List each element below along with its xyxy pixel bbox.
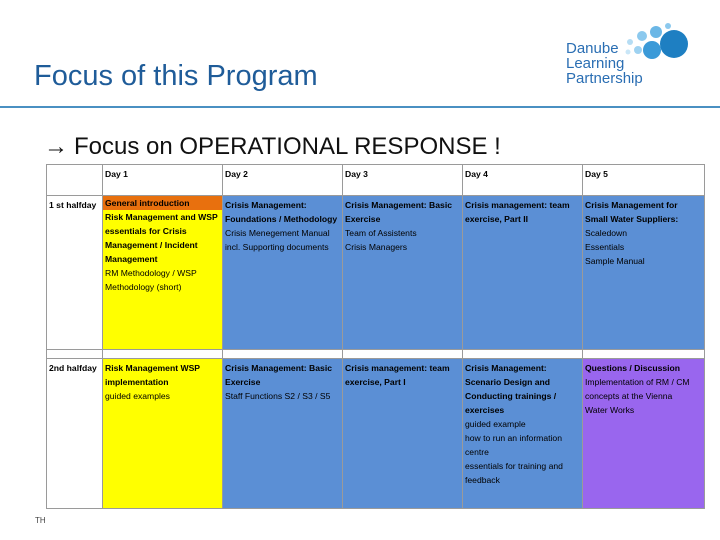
cell-bold-line: Small Water Suppliers: — [585, 214, 679, 224]
cell-text-line: Essentials — [585, 242, 625, 252]
cell-r1-day5 — [583, 196, 705, 350]
cell-bold-line: Crisis Management: — [225, 200, 307, 210]
cell-bold-line: Risk Management and WSP — [105, 212, 218, 222]
logo-wordmark — [566, 41, 643, 86]
cell-r1-day4 — [463, 196, 583, 350]
arrow-right-icon: → — [44, 133, 68, 160]
cell-text-line: Scaledown — [585, 228, 628, 238]
cell-bold-line: Crisis Management: Basic — [225, 363, 332, 373]
row-first-halfday — [47, 196, 705, 350]
cell-bold-line: Conducting trainings / — [465, 391, 557, 401]
cell-r1-day3 — [343, 196, 463, 350]
cell-text-line: centre — [465, 447, 489, 457]
cell-text-line: essentials for training and — [465, 461, 563, 471]
cell-text-line: Crisis Managers — [345, 242, 408, 252]
cell-r2-day5 — [583, 359, 705, 509]
cell-text-line: Crisis Menegement Manual — [225, 228, 330, 238]
cell-bold-line: implementation — [105, 377, 169, 387]
header-cell — [47, 165, 103, 196]
cell-text-line: RM Methodology / WSP — [105, 268, 197, 278]
cell-text-line: Methodology (short) — [105, 282, 182, 292]
cell-bold-line: Crisis Management: Basic — [345, 200, 452, 210]
cell-text-line: how to run an information — [465, 433, 562, 443]
slide-title: Focus of this Program — [34, 60, 318, 92]
cell-text-line: concepts at the Vienna — [585, 391, 673, 401]
subtitle-text: Focus on OPERATIONAL RESPONSE ! — [74, 133, 501, 160]
cell-text-line: Sample Manual — [585, 256, 645, 266]
row-label: 1 st halfday — [47, 196, 103, 350]
cell-text-line: guided examples — [105, 391, 170, 401]
cell-r2-day1 — [103, 359, 223, 509]
cell-r1-day1 — [103, 196, 223, 350]
cell-bold-line: Risk Management WSP — [105, 363, 201, 373]
logo-line-3: Partnership — [566, 70, 643, 87]
cell-text-line: Staff Functions S2 / S3 / S5 — [225, 391, 331, 401]
cell-bold-line: Crisis Management: — [465, 363, 547, 373]
subtitle — [44, 133, 501, 161]
cell-bold-line: exercise, Part I — [345, 377, 406, 387]
cell-bold-line: Exercise — [225, 377, 261, 387]
cell-bold-line: exercises — [465, 405, 505, 415]
row-gap — [47, 350, 705, 359]
cell-text-line: Team of Assistents — [345, 228, 417, 238]
title-divider — [0, 106, 720, 108]
footer-text: TH — [35, 516, 46, 525]
header-day-1: Day 1 — [103, 165, 223, 196]
cell-bold-line: Crisis management: team — [345, 363, 450, 373]
cell-r1-day2 — [223, 196, 343, 350]
cell-bold-line: Foundations / Methodology — [225, 214, 338, 224]
header-day-2: Day 2 — [223, 165, 343, 196]
header-day-3: Day 3 — [343, 165, 463, 196]
row-second-halfday — [47, 359, 705, 509]
cell-bold-line: Crisis Management for — [585, 200, 678, 210]
cell-text-line: incl. Supporting documents — [225, 242, 329, 252]
cell-text-line: feedback — [465, 475, 500, 485]
cell-r2-day4 — [463, 359, 583, 509]
cell-bold-line: Management — [105, 254, 158, 264]
header-day-5: Day 5 — [583, 165, 705, 196]
logo-line-2: Learning — [566, 55, 625, 72]
cell-bold-line: essentials for Crisis — [105, 226, 187, 236]
row-label: 2nd halfday — [47, 359, 103, 509]
cell-r2-day2 — [223, 359, 343, 509]
cell-bold-line: Questions / Discussion — [585, 363, 681, 373]
cell-text-line: Water Works — [585, 405, 635, 415]
cell-bold-line: Exercise — [345, 214, 381, 224]
logo-line-1: Danube — [566, 40, 619, 57]
cell-text-line: Implementation of RM / CM — [585, 377, 690, 387]
cell-bold-line: Scenario Design and — [465, 377, 551, 387]
cell-text-line: guided example — [465, 419, 526, 429]
cell-r2-day3 — [343, 359, 463, 509]
header-day-4: Day 4 — [463, 165, 583, 196]
schedule-table — [46, 164, 705, 509]
highlight-text: General introduction — [103, 196, 222, 210]
cell-bold-line: Crisis management: team — [465, 200, 570, 210]
header-row — [47, 165, 705, 196]
cell-bold-line: Management / Incident — [105, 240, 198, 250]
cell-bold-line: exercise, Part II — [465, 214, 529, 224]
